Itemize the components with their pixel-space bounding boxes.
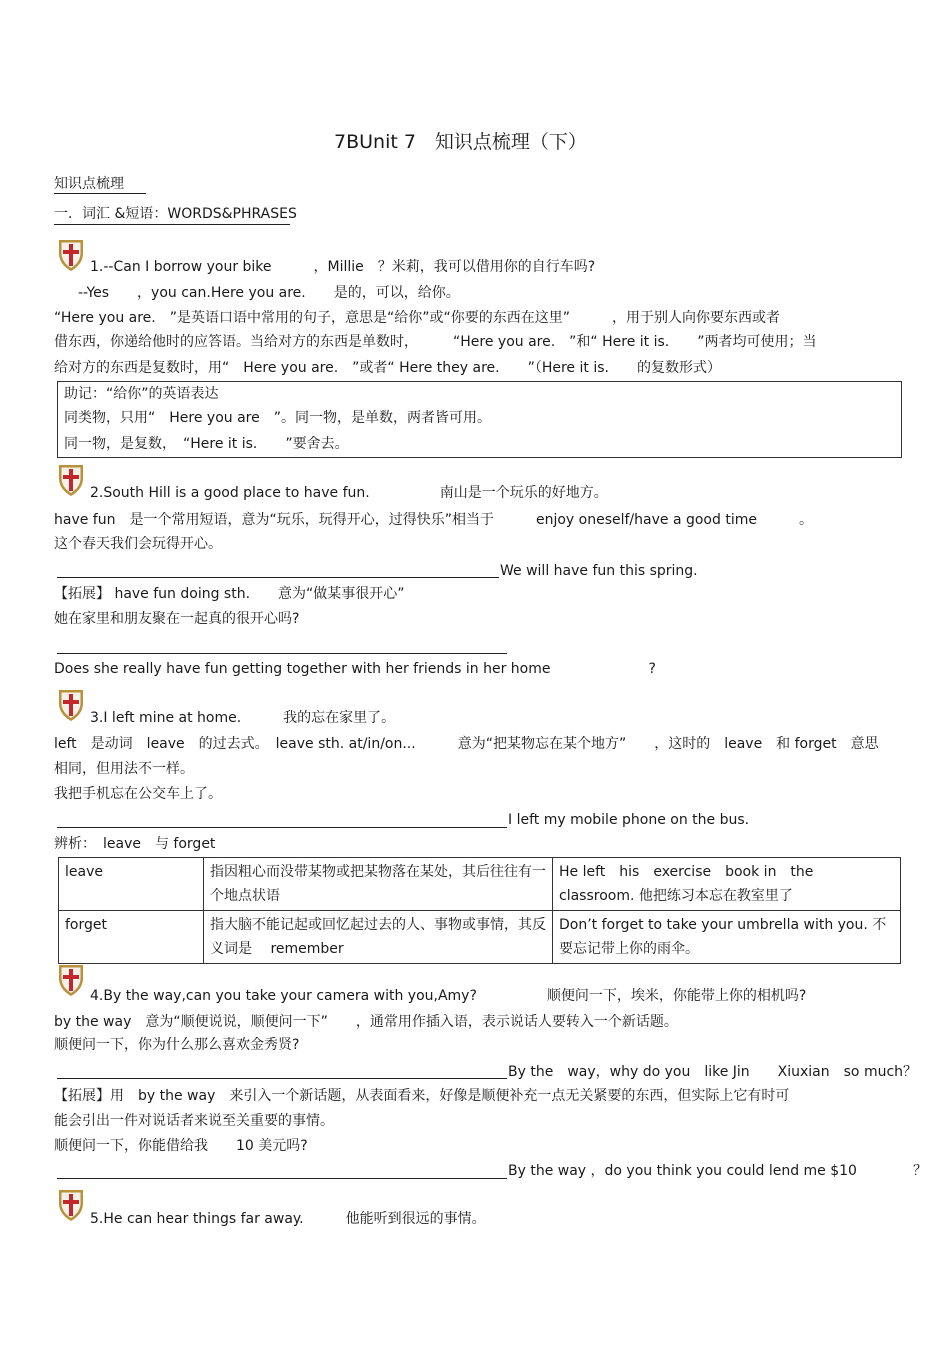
- item2-extension: 【拓展】 have fun doing sth. 意为“做某事很开心”: [54, 586, 405, 602]
- item4-paragraph-1: by the way 意为“顺便说说，顺便问一下” ，通常用作插入语，表示说话人要转入一个新话题。: [54, 1014, 678, 1030]
- item2-question: 2.South Hill is a good place to have fun. 南山是一个玩乐的好地方。: [90, 485, 608, 501]
- item4-answer-2: By the way ，do you think you could lend me $10 ？: [508, 1163, 927, 1179]
- item4-question: 4.By the way,can you take your camera with you,Amy? 顺便问一下，埃米，你能带上你的相机吗?: [90, 988, 807, 1004]
- item2-paragraph-2: 这个春天我们会玩得开心。: [54, 536, 222, 552]
- answer-blank-line: [57, 1078, 507, 1079]
- table-cell-word: forget: [59, 911, 204, 964]
- item5-question: 5.He can hear things far away. 他能听到很远的事情。: [90, 1211, 486, 1227]
- answer-blank-line: [57, 577, 499, 578]
- item2-extension-question: 她在家里和朋友聚在一起真的很开心吗?: [54, 611, 300, 627]
- answer-blank-line: [57, 1178, 507, 1179]
- memo-line-3: 同一物，是复数， “Here it is. ”要舍去。: [64, 436, 349, 452]
- item3-paragraph-2: 相同，但用法不一样。: [54, 761, 194, 777]
- item1-paragraph-3: 给对方的东西是复数时，用“ Here you are. ”或者“ Here they are. ”（Here it is. 的复数形式）: [54, 360, 721, 376]
- shield-icon: [57, 463, 85, 497]
- shield-icon: [57, 963, 85, 997]
- comparison-table: [58, 857, 901, 964]
- table-cell-meaning: 指因粗心而没带某物或把某物落在某处，其后往往有一个地点状语: [204, 858, 553, 911]
- shield-icon: [57, 688, 85, 722]
- table-row: [59, 858, 901, 911]
- item1-paragraph-1: “Here you are. ”是英语口语中常用的句子，意思是“给你”或“你要的东西在这里” ，用于别人向你要东西或者: [54, 310, 781, 326]
- item3-question: 3.I left mine at home. 我的忘在家里了。: [90, 710, 396, 726]
- table-cell-example: Don’t forget to take your umbrella with you. 不要忘记带上你的雨伞。: [553, 911, 901, 964]
- item3-paragraph-3: 我把手机忘在公交车上了。: [54, 786, 222, 802]
- item3-comparison-heading: 辨析： leave 与 forget: [54, 836, 216, 852]
- item4-paragraph-2: 顺便问一下，你为什么那么喜欢金秀贤?: [54, 1037, 300, 1053]
- item3-answer: I left my mobile phone on the bus.: [508, 812, 750, 828]
- answer-blank-line: [57, 827, 507, 828]
- table-cell-word: leave: [59, 858, 204, 911]
- memo-line-1: 助记：“给你”的英语表达: [64, 386, 219, 402]
- item1-answer: --Yes ，you can.Here you are. 是的，可以，给你。: [78, 285, 460, 301]
- item1-paragraph-2: 借东西，你递给他时的应答语。当给对方的东西是单数时， “Here you are. ”和“ Here it is. ”两者均可使用；当: [54, 334, 817, 350]
- item4-extension-1: 【拓展】用 by the way 来引入一个新话题，从表面看来，好像是顺便补充一点无关紧要的东西，但实际上它有时可: [54, 1088, 790, 1104]
- item2-answer-2: Does she really have fun getting together with her friends in her home ?: [54, 661, 656, 677]
- item4-answer-1: By the way，why do you like Jin Xiuxian so much？: [508, 1064, 918, 1080]
- item4-extension-2: 能会引出一件对说话者来说至关重要的事情。: [54, 1113, 334, 1129]
- memo-line-2: 同类物，只用“ Here you are ”。同一物，是单数，两者皆可用。: [64, 410, 491, 426]
- item2-paragraph-1: have fun 是一个常用短语，意为“玩乐，玩得开心，过得快乐”相当于 enjoy oneself/have a good time 。: [54, 512, 813, 528]
- table-cell-meaning: 指大脑不能记起或回忆起过去的人、事物或事情，其反义词是 remember: [204, 911, 553, 964]
- section-underline: [54, 224, 290, 225]
- shield-icon: [57, 238, 85, 272]
- item1-question: 1.--Can I borrow your bike ，Millie ？米莉，我可以借用你的自行车吗?: [90, 259, 596, 275]
- item3-paragraph-1: left 是动词 leave 的过去式。 leave sth. at/in/on... 意为“把某物忘在某个地方” ，这时的 leave 和 forget 意思: [54, 736, 879, 752]
- shield-icon: [57, 1188, 85, 1222]
- section-label: 知识点梳理: [54, 175, 146, 194]
- item2-answer-1: We will have fun this spring.: [500, 563, 698, 579]
- page-title: 7BUnit 7 知识点梳理（下）: [334, 131, 587, 153]
- table-cell-example: He left his exercise book in the classroom. 他把练习本忘在教室里了: [553, 858, 901, 911]
- answer-blank-line: [57, 653, 507, 654]
- item4-extension-question: 顺便问一下，你能借给我 10 美元吗?: [54, 1138, 308, 1154]
- section-heading: 一．词汇 &短语：WORDS&PHRASES: [54, 206, 297, 222]
- table-row: [59, 911, 901, 964]
